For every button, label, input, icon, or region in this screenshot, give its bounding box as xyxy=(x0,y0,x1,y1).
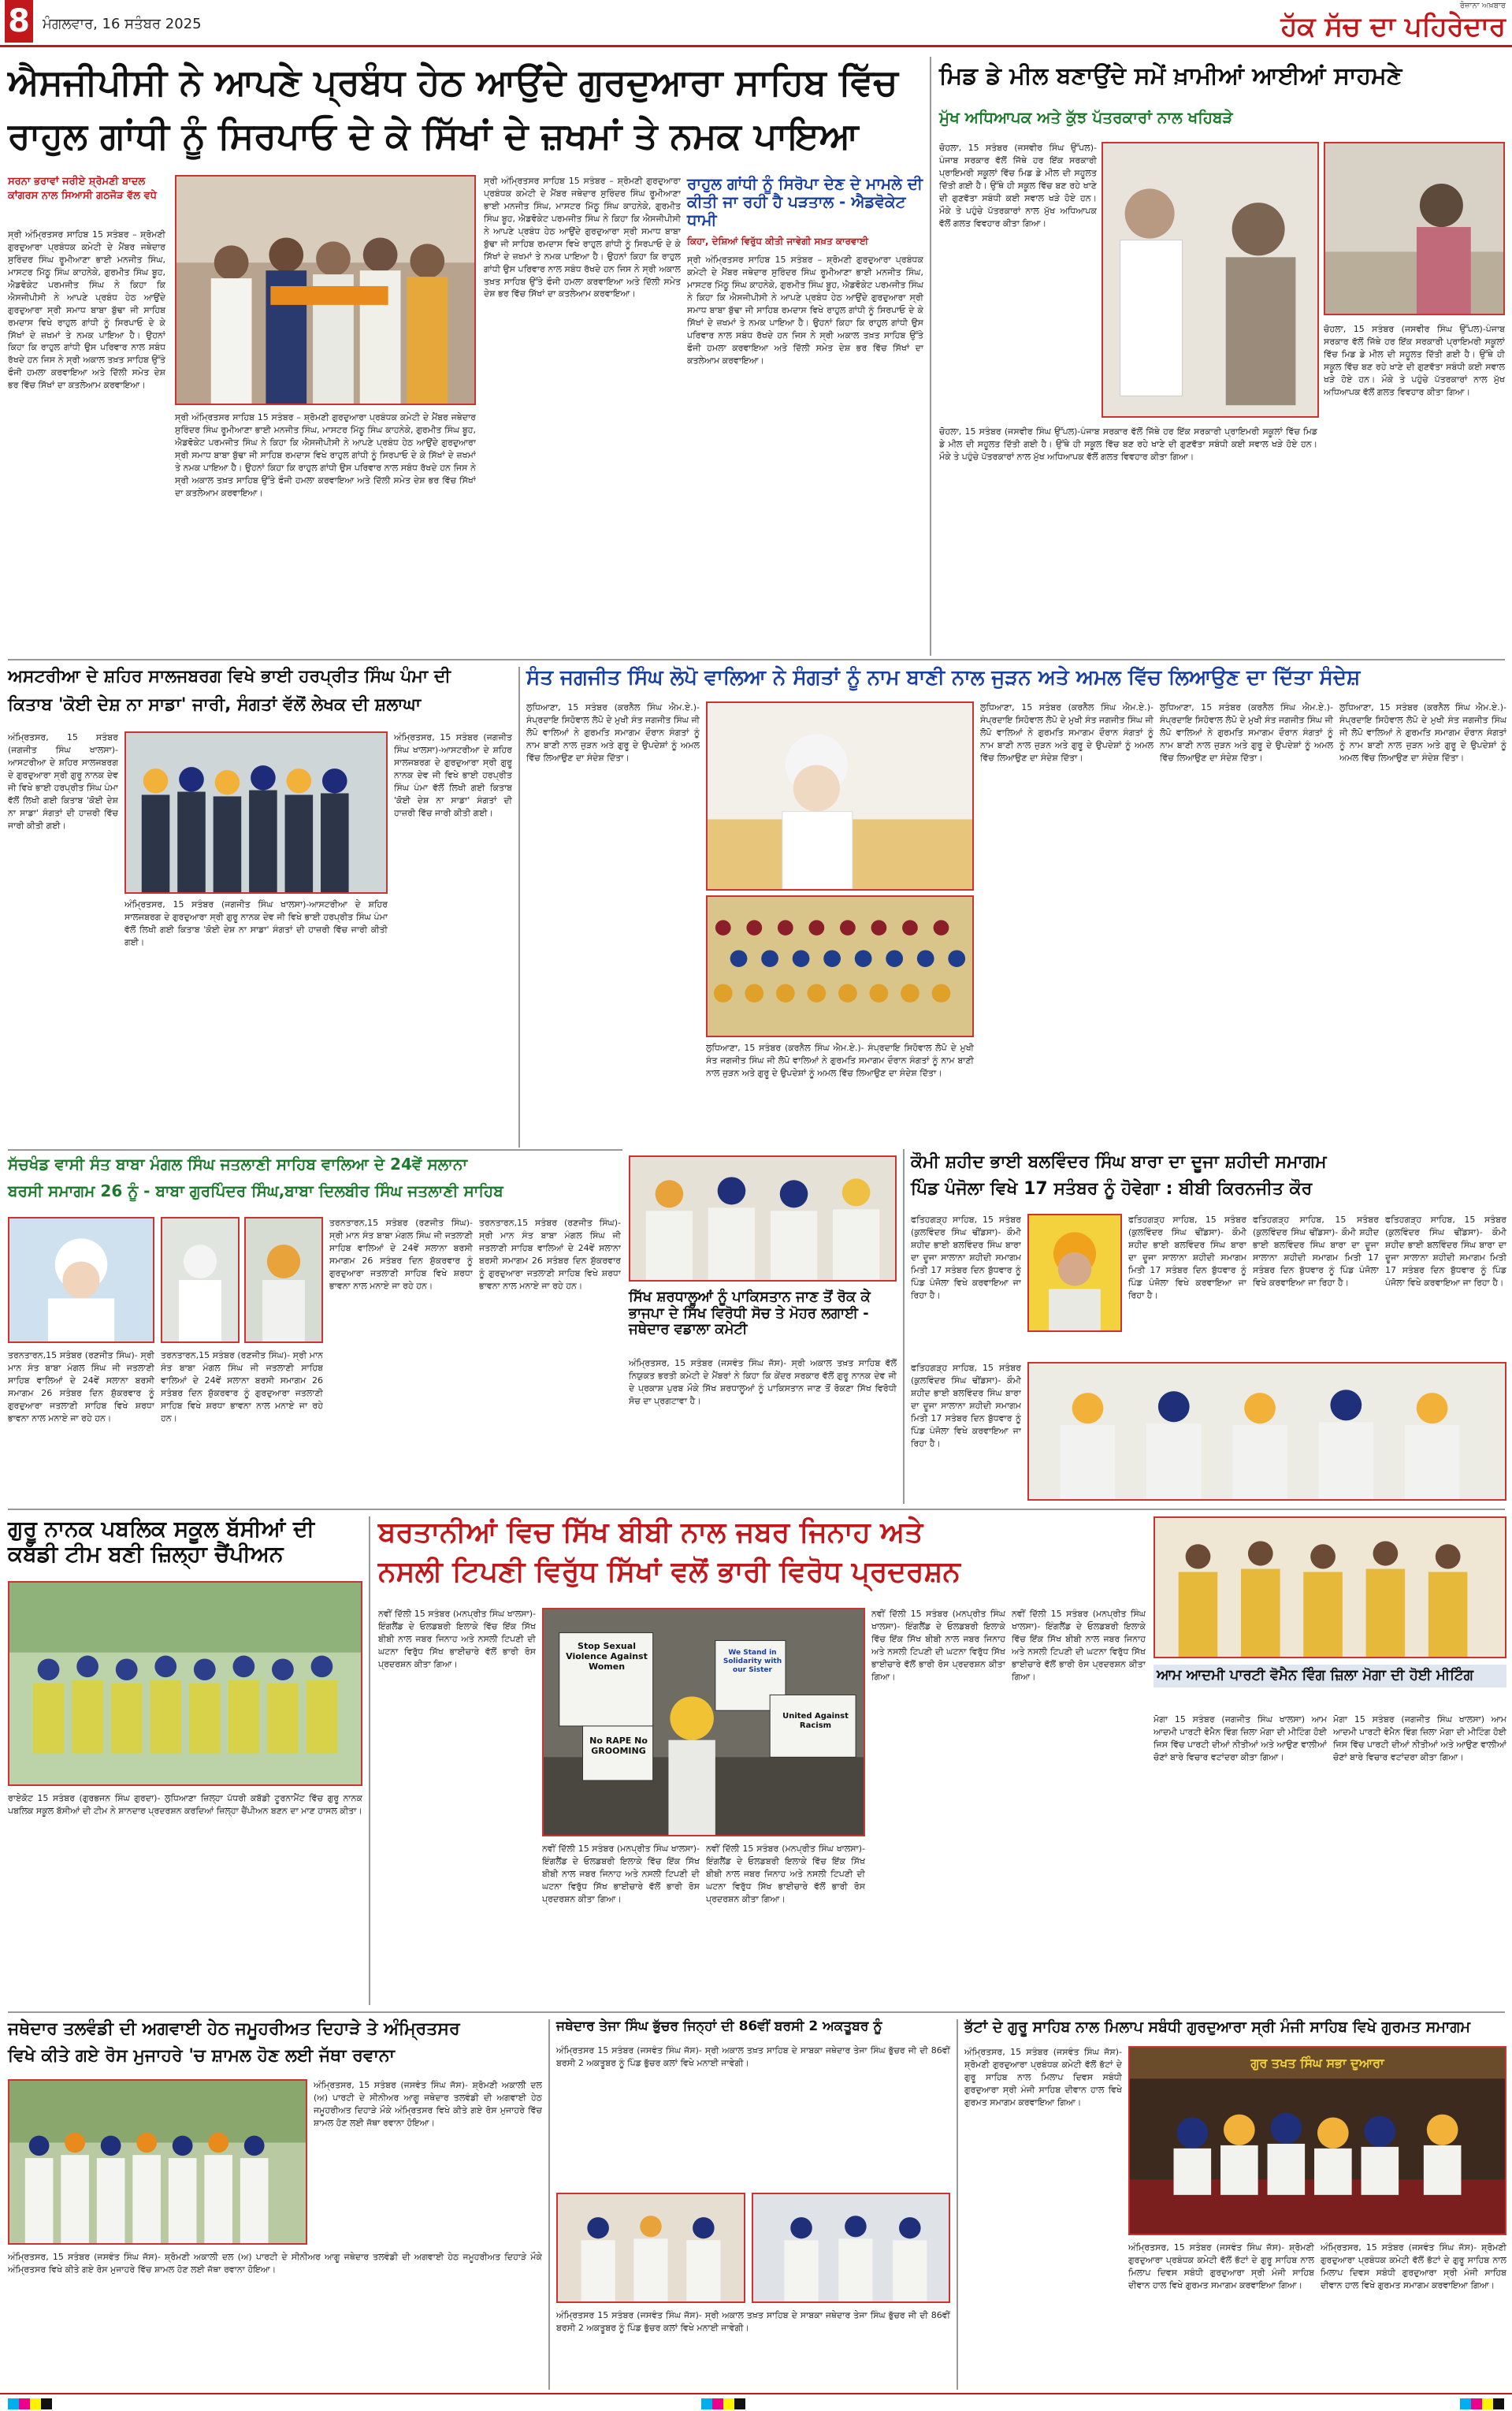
sgpc-sub-byline: ਕਿਹਾ, ਦੇਸ਼ਿਆਂ ਵਿਰੁੱਧ ਕੀਤੀ ਜਾਵੇਗੀ ਸਖ਼ਤ ਕਾਰਵਾਈ xyxy=(687,236,869,247)
placard-1: Stop Sexual Violence Against Women xyxy=(566,1641,648,1672)
manji-headline: ਭੱਟਾਂ ਦੇ ਗੁਰੂ ਸਾਹਿਬ ਨਾਲ ਮਿਲਾਪ ਸਬੰਧੀ ਗੁਰਦੁਆਰਾ ਸ੍ਰੀ ਮੰਜੀ ਸਾਹਿਬ ਵਿਖੇ ਗੁਰਮਤ ਸਮਾਗਮ xyxy=(964,2018,1471,2036)
cmyk-strip-right xyxy=(1460,2398,1504,2411)
bhuchar-body-col2: ਅੰਮ੍ਰਿਤਸਰ 15 ਸਤੰਬਰ (ਜਸਵੰਤ ਸਿੰਘ ਜੱਸ)- ਸ੍ਰੀ ਅਕਾਲ ਤਖ਼ਤ ਸਾਹਿਬ ਦੇ ਸਾਬਕਾ ਜਥੇਦਾਰ ਤੇਜਾ ਸਿੰਘ ਭੁੱਚਰ ਜੀ ਦੀ 86ਵੀਂ ਬਰਸੀ 2 ਅਕਤੂਬਰ ਨੂੰ ਪਿੰਡ ਭੁੱਚਰ ਕਲਾਂ ਵਿਖੇ ਮਨਾਈ ਜਾਵੇਗੀ। xyxy=(556,2310,950,2333)
pakistan-photo xyxy=(629,1155,897,1282)
book-body-col1: ਅੰਮ੍ਰਿਤਸਰ, 15 ਸਤੰਬਰ (ਜਗਜੀਤ ਸਿੰਘ ਖਾਲਸਾ)-ਆਸਟਰੀਆ ਦੇ ਸ਼ਹਿਰ ਸਾਲਜਬਰਗ ਦੇ ਗੁਰਦੁਆਰਾ ਸ੍ਰੀ ਗੁਰੂ ਨਾਨਕ ਦੇਵ ਜੀ ਵਿਖੇ ਭਾਈ ਹਰਪ੍ਰੀਤ ਸਿੰਘ ਪੰਮਾ ਵੱਲੋਂ ਲਿਖੀ ਗਈ ਕਿਤਾਬ 'ਕੋਈ ਦੇਸ਼ ਨਾ ਸਾਡਾ' ਸੰਗਤਾਂ ਦੀ ਹਾਜ਼ਰੀ ਵਿੱਚ ਜਾਰੀ ਕੀਤੀ ਗਈ। xyxy=(8,732,118,831)
placard-2: No RAPE No GROOMING xyxy=(589,1736,648,1757)
britain-body-col1: ਨਵੀਂ ਦਿੱਲੀ 15 ਸਤੰਬਰ (ਮਨਪ੍ਰੀਤ ਸਿੰਘ ਖਾਲਸਾ)- ਇੰਗਲੈਂਡ ਦੇ ਓਲਡਬਰੀ ਇਲਾਕੇ ਵਿੱਚ ਇੱਕ ਸਿੱਖ ਬੀਬੀ ਨਾਲ ਜਬਰ ਜਿਨਾਹ ਅਤੇ ਨਸਲੀ ਟਿਪਣੀ ਦੀ ਘਟਨਾ ਵਿਰੁੱਧ ਸਿੱਖ ਭਾਈਚਾਰੇ ਵੱਲੋਂ ਭਾਰੀ ਰੋਸ ਪ੍ਰਦਰਸ਼ਨ ਕੀਤਾ ਗਿਆ। xyxy=(378,1609,536,1669)
pakistan-body: ਅੰਮ੍ਰਿਤਸਰ, 15 ਸਤੰਬਰ (ਜਸਵੰਤ ਸਿੰਘ ਜੱਸ)- ਸ੍ਰੀ ਅਕਾਲ ਤਖ਼ਤ ਸਾਹਿਬ ਵੱਲੋਂ ਨਿਯੁਕਤ ਭਰਤੀ ਕਮੇਟੀ ਦੇ ਮੈਂਬਰਾਂ ਨੇ ਕਿਹਾ ਕਿ ਕੇਂਦਰ ਸਰਕਾਰ ਵੱਲੋਂ ਗੁਰੂ ਨਾਨਕ ਦੇਵ ਜੀ ਦੇ ਪ੍ਰਕਾਸ਼ ਪੁਰਬ ਮੌਕੇ ਸਿੱਖ ਸ਼ਰਧਾਲੂਆਂ ਨੂੰ ਪਾਕਿਸਤਾਨ ਜਾਣ ਤੋਂ ਰੋਕਣਾ ਸਿੱਖ ਵਿਰੋਧੀ ਸੋਚ ਦਾ ਪ੍ਰਗਟਾਵਾ ਹੈ। xyxy=(629,1358,897,1406)
lope-body-col5: ਲੁਧਿਆਣਾ, 15 ਸਤੰਬਰ (ਕਰਨੈਲ ਸਿੰਘ ਐਮ.ਏ.)- ਸੰਪ੍ਰਦਾਇ ਸਿਹੋਵਾਲ ਲੋਪੋ ਦੇ ਮੁਖੀ ਸੰਤ ਜਗਜੀਤ ਸਿੰਘ ਜੀ ਲੋਪੋ ਵਾਲਿਆਂ ਨੇ ਗੁਰਮਤਿ ਸਮਾਗਮ ਦੌਰਾਨ ਸੰਗਤਾਂ ਨੂੰ ਨਾਮ ਬਾਣੀ ਨਾਲ ਜੁੜਨ ਅਤੇ ਗੁਰੂ ਦੇ ਉਪਦੇਸ਼ਾਂ ਨੂੰ ਅਮਲ ਵਿੱਚ ਲਿਆਉਣ ਦਾ ਸੰਦੇਸ਼ ਦਿੱਤਾ। xyxy=(706,1043,974,1078)
issue-date: ਮੰਗਲਵਾਰ, 16 ਸਤੰਬਰ 2025 xyxy=(43,16,202,32)
barsi-body-col4: ਤਰਨਤਾਰਨ,15 ਸਤੰਬਰ (ਰਣਜੀਤ ਸਿੰਘ)- ਸ੍ਰੀ ਮਾਨ ਸੰਤ ਬਾਬਾ ਮੰਗਲ ਸਿੰਘ ਜੀ ਜਤਲਾਣੀ ਸਾਹਿਬ ਵਾਲਿਆਂ ਦੇ 24ਵੇਂ ਸਲਾਨਾ ਬਰਸੀ ਸਮਾਗਮ 26 ਸਤੰਬਰ ਦਿਨ ਸ਼ੁੱਕਰਵਾਰ ਨੂੰ ਗੁਰਦੁਆਰਾ ਜਤਲਾਣੀ ਸਾਹਿਬ ਵਿਖੇ ਸ਼ਰਧਾ ਭਾਵਨਾ ਨਾਲ ਮਨਾਏ ਜਾ ਰਹੇ ਹਨ। xyxy=(479,1218,621,1291)
bara-photo xyxy=(1027,1362,1506,1501)
kabaddi-headline: ਗੁਰੂ ਨਾਨਕ ਪਬਲਿਕ ਸਕੂਲ ਬੱਸੀਆਂ ਦੀ ਕਬੱਡੀ ਟੀਮ ਬਣੀ ਜ਼ਿਲ੍ਹਾ ਚੈਂਪੀਅਨ xyxy=(8,1516,314,1568)
sgpc-body-col1: ਸ੍ਰੀ ਅੰਮ੍ਰਿਤਸਰ ਸਾਹਿਬ 15 ਸਤੰਬਰ – ਸ਼੍ਰੋਮਣੀ ਗੁਰਦੁਆਰਾ ਪ੍ਰਬੰਧਕ ਕਮੇਟੀ ਦੇ ਮੈਂਬਰ ਜਥੇਦਾਰ ਸੁਰਿੰਦਰ ਸਿੰਘ ਰੂਮੀਆਣਾ ਭਾਈ ਮਨਜੀਤ ਸਿੰਘ, ਮਾਸਟਰ ਮਿੱਠੂ ਸਿੰਘ ਕਾਹਨੇਕੇ, ਗੁਰਮੀਤ ਸਿੰਘ ਬੂਹ, ਐਡਵੋਕੇਟ ਪਰਮਜੀਤ ਸਿੰਘ ਨੇ ਕਿਹਾ ਕਿ ਐਸਜੀਪੀਸੀ ਨੇ ਆਪਣੇ ਪ੍ਰਬੰਧ ਹੇਠ ਆਉਂਦੇ ਗੁਰਦੁਆਰਾ ਸ੍ਰੀ ਸਮਾਧ ਬਾਬਾ ਬੁੱਢਾ ਜੀ ਸਾਹਿਬ ਰਮਦਾਸ ਵਿਖੇ ਰਾਹੁਲ ਗਾਂਧੀ ਨੂੰ ਸਿਰਪਾਓ ਦੇ ਕੇ ਸਿੱਖਾਂ ਦੇ ਜ਼ਖਮਾਂ ਤੇ ਨਮਕ ਪਾਇਆ ਹੈ। ਉਹਨਾਂ ਕਿਹਾ ਕਿ ਰਾਹੁਲ ਗਾਂਧੀ ਉਸ ਪਰਿਵਾਰ ਨਾਲ ਸਬੰਧ ਰੱਖਦੇ ਹਨ ਜਿਸ ਨੇ ਸ੍ਰੀ ਅਕਾਲ ਤਖ਼ਤ ਸਾਹਿਬ ਉੱਤੇ ਫੌਜੀ ਹਮਲਾ ਕਰਵਾਇਆ ਅਤੇ ਦਿੱਲੀ ਸਮੇਤ ਦੇਸ਼ ਭਰ ਵਿੱਚ ਸਿੱਖਾਂ ਦਾ ਕਤਲੇਆਮ ਕਰਵਾਇਆ। xyxy=(8,229,165,391)
divider xyxy=(548,2019,550,2390)
paper-tagline: ਹੱਕ ਸੱਚ ਦਾ ਪਹਿਰੇਦਾਰ xyxy=(1280,11,1506,43)
lope-crowd-photo xyxy=(706,895,974,1037)
lope-body-col4: ਲੁਧਿਆਣਾ, 15 ਸਤੰਬਰ (ਕਰਨੈਲ ਸਿੰਘ ਐਮ.ਏ.)- ਸੰਪ੍ਰਦਾਇ ਸਿਹੋਵਾਲ ਲੋਪੋ ਦੇ ਮੁਖੀ ਸੰਤ ਜਗਜੀਤ ਸਿੰਘ ਜੀ ਲੋਪੋ ਵਾਲਿਆਂ ਨੇ ਗੁਰਮਤਿ ਸਮਾਗਮ ਦੌਰਾਨ ਸੰਗਤਾਂ ਨੂੰ ਨਾਮ ਬਾਣੀ ਨਾਲ ਜੁੜਨ ਅਤੇ ਗੁਰੂ ਦੇ ਉਪਦੇਸ਼ਾਂ ਨੂੰ ਅਮਲ ਵਿੱਚ ਲਿਆਉਣ ਦਾ ਸੰਦੇਸ਼ ਦਿੱਤਾ। xyxy=(1339,702,1506,763)
britain-headline-2: ਨਸਲੀ ਟਿਪਣੀ ਵਿਰੁੱਧ ਸਿੱਖਾਂ ਵਲੋਂ ਭਾਰੀ ਵਿਰੋਧ ਪ੍ਰਦਰਸ਼ਨ xyxy=(378,1556,960,1588)
book-headline-2: ਕਿਤਾਬ 'ਕੋਈ ਦੇਸ਼ ਨਾ ਸਾਡਾ' ਜਾਰੀ, ਸੰਗਤਾਂ ਵੱਲੋਂ ਲੇਖਕ ਦੀ ਸ਼ਲਾਘਾ xyxy=(8,695,422,715)
bara-portrait xyxy=(1027,1214,1122,1332)
barsi-body-col3: ਤਰਨਤਾਰਨ,15 ਸਤੰਬਰ (ਰਣਜੀਤ ਸਿੰਘ)- ਸ੍ਰੀ ਮਾਨ ਸੰਤ ਬਾਬਾ ਮੰਗਲ ਸਿੰਘ ਜੀ ਜਤਲਾਣੀ ਸਾਹਿਬ ਵਾਲਿਆਂ ਦੇ 24ਵੇਂ ਸਲਾਨਾ ਬਰਸੀ ਸਮਾਗਮ 26 ਸਤੰਬਰ ਦਿਨ ਸ਼ੁੱਕਰਵਾਰ ਨੂੰ ਗੁਰਦੁਆਰਾ ਜਤਲਾਣੀ ਸਾਹਿਬ ਵਿਖੇ ਸ਼ਰਧਾ ਭਾਵਨਾ ਨਾਲ ਮਨਾਏ ਜਾ ਰਹੇ ਹਨ। xyxy=(329,1218,473,1291)
aap-body-col2: ਮੋਗਾ 15 ਸਤੰਬਰ (ਜਗਜੀਤ ਸਿੰਘ ਖਾਲਸਾ) ਆਮ ਆਦਮੀ ਪਾਰਟੀ ਵੋਮੈਨ ਵਿੰਗ ਜ਼ਿਲਾ ਮੋਗਾ ਦੀ ਮੀਟਿੰਗ ਹੋਈ ਜਿਸ ਵਿੱਚ ਪਾਰਟੀ ਦੀਆਂ ਨੀਤੀਆਂ ਅਤੇ ਆਉਣ ਵਾਲੀਆਂ ਚੋਣਾਂ ਬਾਰੇ ਵਿਚਾਰ ਵਟਾਂਦਰਾ ਕੀਤਾ ਗਿਆ। xyxy=(1333,1714,1506,1762)
bara-headline-2: ਪਿੰਡ ਪੰਜੋਲਾ ਵਿਖੇ 17 ਸਤੰਬਰ ਨੂੰ ਹੋਵੇਗਾ : ਬੀਬੀ ਕਿਰਨਜੀਤ ਕੌਰ xyxy=(911,1179,1313,1199)
book-body-col3: ਅੰਮ੍ਰਿਤਸਰ, 15 ਸਤੰਬਰ (ਜਗਜੀਤ ਸਿੰਘ ਖਾਲਸਾ)-ਆਸਟਰੀਆ ਦੇ ਸ਼ਹਿਰ ਸਾਲਜਬਰਗ ਦੇ ਗੁਰਦੁਆਰਾ ਸ੍ਰੀ ਗੁਰੂ ਨਾਨਕ ਦੇਵ ਜੀ ਵਿਖੇ ਭਾਈ ਹਰਪ੍ਰੀਤ ਸਿੰਘ ਪੰਮਾ ਵੱਲੋਂ ਲਿਖੀ ਗਈ ਕਿਤਾਬ 'ਕੋਈ ਦੇਸ਼ ਨਾ ਸਾਡਾ' ਸੰਗਤਾਂ ਦੀ ਹਾਜ਼ਰੀ ਵਿੱਚ ਜਾਰੀ ਕੀਤੀ ਗਈ। xyxy=(124,899,388,947)
bara-body-col5: ਫਤਿਹਗੜ੍ਹ ਸਾਹਿਬ, 15 ਸਤੰਬਰ (ਕੁਲਵਿੰਦਰ ਸਿੰਘ ਢੀਂਡਸਾ)- ਕੌਮੀ ਸ਼ਹੀਦ ਭਾਈ ਬਲਵਿੰਦਰ ਸਿੰਘ ਬਾਰਾ ਦਾ ਦੂਜਾ ਸਾਲਾਨਾ ਸ਼ਹੀਦੀ ਸਮਾਗਮ ਮਿਤੀ 17 ਸਤੰਬਰ ਦਿਨ ਬੁੱਧਵਾਰ ਨੂੰ ਪਿੰਡ ਪੰਜੋਲਾ ਵਿਖੇ ਕਰਵਾਇਆ ਜਾ ਰਿਹਾ ਹੈ। xyxy=(911,1363,1021,1449)
cmyk-strip-center xyxy=(701,2398,745,2411)
kabaddi-photo xyxy=(8,1581,362,1786)
bara-body-col4: ਫਤਿਹਗੜ੍ਹ ਸਾਹਿਬ, 15 ਸਤੰਬਰ (ਕੁਲਵਿੰਦਰ ਸਿੰਘ ਢੀਂਡਸਾ)- ਕੌਮੀ ਸ਼ਹੀਦ ਭਾਈ ਬਲਵਿੰਦਰ ਸਿੰਘ ਬਾਰਾ ਦਾ ਦੂਜਾ ਸਾਲਾਨਾ ਸ਼ਹੀਦੀ ਸਮਾਗਮ ਮਿਤੀ 17 ਸਤੰਬਰ ਦਿਨ ਬੁੱਧਵਾਰ ਨੂੰ ਪਿੰਡ ਪੰਜੋਲਾ ਵਿਖੇ ਕਰਵਾਇਆ ਜਾ ਰਿਹਾ ਹੈ। xyxy=(1385,1215,1506,1288)
britain-body-col2: ਨਵੀਂ ਦਿੱਲੀ 15 ਸਤੰਬਰ (ਮਨਪ੍ਰੀਤ ਸਿੰਘ ਖਾਲਸਾ)- ਇੰਗਲੈਂਡ ਦੇ ਓਲਡਬਰੀ ਇਲਾਕੇ ਵਿੱਚ ਇੱਕ ਸਿੱਖ ਬੀਬੀ ਨਾਲ ਜਬਰ ਜਿਨਾਹ ਅਤੇ ਨਸਲੀ ਟਿਪਣੀ ਦੀ ਘਟਨਾ ਵਿਰੁੱਧ ਸਿੱਖ ਭਾਈਚਾਰੇ ਵੱਲੋਂ ਭਾਰੀ ਰੋਸ ਪ੍ਰਦਰਸ਼ਨ ਕੀਤਾ ਗਿਆ। xyxy=(542,1844,700,1904)
bara-body-col3: ਫਤਿਹਗੜ੍ਹ ਸਾਹਿਬ, 15 ਸਤੰਬਰ (ਕੁਲਵਿੰਦਰ ਸਿੰਘ ਢੀਂਡਸਾ)- ਕੌਮੀ ਸ਼ਹੀਦ ਭਾਈ ਬਲਵਿੰਦਰ ਸਿੰਘ ਬਾਰਾ ਦਾ ਦੂਜਾ ਸਾਲਾਨਾ ਸ਼ਹੀਦੀ ਸਮਾਗਮ ਮਿਤੀ 17 ਸਤੰਬਰ ਦਿਨ ਬੁੱਧਵਾਰ ਨੂੰ ਪਿੰਡ ਪੰਜੋਲਾ ਵਿਖੇ ਕਰਵਾਇਆ ਜਾ ਰਿਹਾ ਹੈ। xyxy=(1253,1215,1379,1288)
placard-4: United Against Racism xyxy=(782,1712,849,1730)
divider xyxy=(518,667,520,1148)
britain-body-col5: ਨਵੀਂ ਦਿੱਲੀ 15 ਸਤੰਬਰ (ਮਨਪ੍ਰੀਤ ਸਿੰਘ ਖਾਲਸਾ)- ਇੰਗਲੈਂਡ ਦੇ ਓਲਡਬਰੀ ਇਲਾਕੇ ਵਿੱਚ ਇੱਕ ਸਿੱਖ ਬੀਬੀ ਨਾਲ ਜਬਰ ਜਿਨਾਹ ਅਤੇ ਨਸਲੀ ਟਿਪਣੀ ਦੀ ਘਟਨਾ ਵਿਰੁੱਧ ਸਿੱਖ ਭਾਈਚਾਰੇ ਵੱਲੋਂ ਭਾਰੀ ਰੋਸ ਪ੍ਰਦਰਸ਼ਨ ਕੀਤਾ ਗਿਆ। xyxy=(1012,1609,1146,1682)
manji-body-col1: ਅੰਮ੍ਰਿਤਸਰ, 15 ਸਤੰਬਰ (ਜਸਵੰਤ ਸਿੰਘ ਜੱਸ)- ਸ਼੍ਰੋਮਣੀ ਗੁਰਦੁਆਰਾ ਪ੍ਰਬੰਧਕ ਕਮੇਟੀ ਵੱਲੋਂ ਭੱਟਾਂ ਦੇ ਗੁਰੂ ਸਾਹਿਬ ਨਾਲ ਮਿਲਾਪ ਦਿਵਸ ਸਬੰਧੀ ਗੁਰਦੁਆਰਾ ਸ੍ਰੀ ਮੰਜੀ ਸਾਹਿਬ ਦੀਵਾਨ ਹਾਲ ਵਿਖੇ ਗੁਰਮਤ ਸਮਾਗਮ ਕਰਵਾਇਆ ਗਿਆ। xyxy=(964,2047,1122,2108)
manji-body-col3: ਅੰਮ੍ਰਿਤਸਰ, 15 ਸਤੰਬਰ (ਜਸਵੰਤ ਸਿੰਘ ਜੱਸ)- ਸ਼੍ਰੋਮਣੀ ਗੁਰਦੁਆਰਾ ਪ੍ਰਬੰਧਕ ਕਮੇਟੀ ਵੱਲੋਂ ਭੱਟਾਂ ਦੇ ਗੁਰੂ ਸਾਹਿਬ ਨਾਲ ਮਿਲਾਪ ਦਿਵਸ ਸਬੰਧੀ ਗੁਰਦੁਆਰਾ ਸ੍ਰੀ ਮੰਜੀ ਸਾਹਿਬ ਦੀਵਾਨ ਹਾਲ ਵਿਖੇ ਗੁਰਮਤ ਸਮਾਗਮ ਕਰਵਾਇਆ ਗਿਆ। xyxy=(1321,2242,1506,2290)
sgpc-body-col3: ਸ੍ਰੀ ਅੰਮ੍ਰਿਤਸਰ ਸਾਹਿਬ 15 ਸਤੰਬਰ – ਸ਼੍ਰੋਮਣੀ ਗੁਰਦੁਆਰਾ ਪ੍ਰਬੰਧਕ ਕਮੇਟੀ ਦੇ ਮੈਂਬਰ ਜਥੇਦਾਰ ਸੁਰਿੰਦਰ ਸਿੰਘ ਰੂਮੀਆਣਾ ਭਾਈ ਮਨਜੀਤ ਸਿੰਘ, ਮਾਸਟਰ ਮਿੱਠੂ ਸਿੰਘ ਕਾਹਨੇਕੇ, ਗੁਰਮੀਤ ਸਿੰਘ ਬੂਹ, ਐਡਵੋਕੇਟ ਪਰਮਜੀਤ ਸਿੰਘ ਨੇ ਕਿਹਾ ਕਿ ਐਸਜੀਪੀਸੀ ਨੇ ਆਪਣੇ ਪ੍ਰਬੰਧ ਹੇਠ ਆਉਂਦੇ ਗੁਰਦੁਆਰਾ ਸ੍ਰੀ ਸਮਾਧ ਬਾਬਾ ਬੁੱਢਾ ਜੀ ਸਾਹਿਬ ਰਮਦਾਸ ਵਿਖੇ ਰਾਹੁਲ ਗਾਂਧੀ ਨੂੰ ਸਿਰਪਾਓ ਦੇ ਕੇ ਸਿੱਖਾਂ ਦੇ ਜ਼ਖਮਾਂ ਤੇ ਨਮਕ ਪਾਇਆ ਹੈ। ਉਹਨਾਂ ਕਿਹਾ ਕਿ ਰਾਹੁਲ ਗਾਂਧੀ ਉਸ ਪਰਿਵਾਰ ਨਾਲ ਸਬੰਧ ਰੱਖਦੇ ਹਨ ਜਿਸ ਨੇ ਸ੍ਰੀ ਅਕਾਲ ਤਖ਼ਤ ਸਾਹਿਬ ਉੱਤੇ ਫੌਜੀ ਹਮਲਾ ਕਰਵਾਇਆ ਅਤੇ ਦਿੱਲੀ ਸਮੇਤ ਦੇਸ਼ ਭਰ ਵਿੱਚ ਸਿੱਖਾਂ ਦਾ ਕਤਲੇਆਮ ਕਰਵਾਇਆ। xyxy=(484,176,681,300)
sgpc-sub-body: ਸ੍ਰੀ ਅੰਮ੍ਰਿਤਸਰ ਸਾਹਿਬ 15 ਸਤੰਬਰ – ਸ਼੍ਰੋਮਣੀ ਗੁਰਦੁਆਰਾ ਪ੍ਰਬੰਧਕ ਕਮੇਟੀ ਦੇ ਮੈਂਬਰ ਜਥੇਦਾਰ ਸੁਰਿੰਦਰ ਸਿੰਘ ਰੂਮੀਆਣਾ ਭਾਈ ਮਨਜੀਤ ਸਿੰਘ, ਮਾਸਟਰ ਮਿੱਠੂ ਸਿੰਘ ਕਾਹਨੇਕੇ, ਗੁਰਮੀਤ ਸਿੰਘ ਬੂਹ, ਐਡਵੋਕੇਟ ਪਰਮਜੀਤ ਸਿੰਘ ਨੇ ਕਿਹਾ ਕਿ ਐਸਜੀਪੀਸੀ ਨੇ ਆਪਣੇ ਪ੍ਰਬੰਧ ਹੇਠ ਆਉਂਦੇ ਗੁਰਦੁਆਰਾ ਸ੍ਰੀ ਸਮਾਧ ਬਾਬਾ ਬੁੱਢਾ ਜੀ ਸਾਹਿਬ ਰਮਦਾਸ ਵਿਖੇ ਰਾਹੁਲ ਗਾਂਧੀ ਨੂੰ ਸਿਰਪਾਓ ਦੇ ਕੇ ਸਿੱਖਾਂ ਦੇ ਜ਼ਖਮਾਂ ਤੇ ਨਮਕ ਪਾਇਆ ਹੈ। ਉਹਨਾਂ ਕਿਹਾ ਕਿ ਰਾਹੁਲ ਗਾਂਧੀ ਉਸ ਪਰਿਵਾਰ ਨਾਲ ਸਬੰਧ ਰੱਖਦੇ ਹਨ ਜਿਸ ਨੇ ਸ੍ਰੀ ਅਕਾਲ ਤਖ਼ਤ ਸਾਹਿਬ ਉੱਤੇ ਫੌਜੀ ਹਮਲਾ ਕਰਵਾਇਆ ਅਤੇ ਦਿੱਲੀ ਸਮੇਤ ਦੇਸ਼ ਭਰ ਵਿੱਚ ਸਿੱਖਾਂ ਦਾ ਕਤਲੇਆਮ ਕਰਵਾਇਆ। xyxy=(687,255,923,366)
lope-body-col1: ਲੁਧਿਆਣਾ, 15 ਸਤੰਬਰ (ਕਰਨੈਲ ਸਿੰਘ ਐਮ.ਏ.)- ਸੰਪ੍ਰਦਾਇ ਸਿਹੋਵਾਲ ਲੋਪੋ ਦੇ ਮੁਖੀ ਸੰਤ ਜਗਜੀਤ ਸਿੰਘ ਜੀ ਲੋਪੋ ਵਾਲਿਆਂ ਨੇ ਗੁਰਮਤਿ ਸਮਾਗਮ ਦੌਰਾਨ ਸੰਗਤਾਂ ਨੂੰ ਨਾਮ ਬਾਣੀ ਨਾਲ ਜੁੜਨ ਅਤੇ ਗੁਰੂ ਦੇ ਉਪਦੇਸ਼ਾਂ ਨੂੰ ਅਮਲ ਵਿੱਚ ਲਿਆਉਣ ਦਾ ਸੰਦੇਸ਼ ਦਿੱਤਾ। xyxy=(526,702,700,763)
mdm-headline: ਮਿਡ ਡੇ ਮੀਲ ਬਣਾਉਂਦੇ ਸਮੇਂ ਖ਼ਾਮੀਆਂ ਆਈਆਂ ਸਾਹਮਣੇ xyxy=(939,62,1402,90)
kabaddi-body: ਰਾਏਕੋਟ 15 ਸਤੰਬਰ (ਗੁਰਭਜਨ ਸਿੰਘ ਗੁਰਦਾ)- ਲੁਧਿਆਣਾ ਜ਼ਿਲ੍ਹਾ ਪੱਧਰੀ ਕਬੱਡੀ ਟੂਰਨਾਮੈਂਟ ਵਿੱਚ ਗੁਰੂ ਨਾਨਕ ਪਬਲਿਕ ਸਕੂਲ ਬੱਸੀਆਂ ਦੀ ਟੀਮ ਨੇ ਸ਼ਾਨਦਾਰ ਪ੍ਰਦਰਸ਼ਨ ਕਰਦਿਆਂ ਜ਼ਿਲ੍ਹਾ ਚੈਂਪੀਅਨ ਬਣਨ ਦਾ ਮਾਣ ਹਾਸਲ ਕੀਤਾ। xyxy=(8,1793,362,1816)
manji-photo xyxy=(1128,2046,1506,2235)
bhuchar-headline: ਜਥੇਦਾਰ ਤੇਜਾ ਸਿੰਘ ਭੁੱਚਰ ਜਿਨ੍ਹਾਂ ਦੀ 86ਵੀਂ ਬਰਸੀ 2 ਅਕਤੂਬਰ ਨੂੰ xyxy=(556,2018,882,2034)
mdm-photo-2 xyxy=(1324,142,1505,315)
mdm-body-col2: ਚੋਹਲਾ, 15 ਸਤੰਬਰ (ਜਸਵੀਰ ਸਿੰਘ ਉੱਪਲ)-ਪੰਜਾਬ ਸਰਕਾਰ ਵੱਲੋਂ ਜਿੱਥੇ ਹਰ ਇੱਕ ਸਰਕਾਰੀ ਪ੍ਰਾਇਮਰੀ ਸਕੂਲਾਂ ਵਿੱਚ ਮਿਡ ਡੇ ਮੀਲ ਦੀ ਸਹੂਲਤ ਦਿੱਤੀ ਗਈ ਹੈ। ਉੱਥੇ ਹੀ ਸਕੂਲ ਵਿੱਚ ਬਣ ਰਹੇ ਖਾਣੇ ਦੀ ਗੁਣਵੱਤਾ ਸਬੰਧੀ ਕਈ ਸਵਾਲ ਖੜੇ ਹੋਏ ਹਨ। ਮੌਕੇ ਤੇ ਪਹੁੰਚੇ ਪੱਤਰਕਾਰਾਂ ਨਾਲ ਮੁੱਖ ਅਧਿਆਪਕ ਵੱਲੋਂ ਗਲਤ ਵਿਵਹਾਰ ਕੀਤਾ ਗਿਆ। xyxy=(1324,324,1505,397)
bara-body-col1: ਫਤਿਹਗੜ੍ਹ ਸਾਹਿਬ, 15 ਸਤੰਬਰ (ਕੁਲਵਿੰਦਰ ਸਿੰਘ ਢੀਂਡਸਾ)- ਕੌਮੀ ਸ਼ਹੀਦ ਭਾਈ ਬਲਵਿੰਦਰ ਸਿੰਘ ਬਾਰਾ ਦਾ ਦੂਜਾ ਸਾਲਾਨਾ ਸ਼ਹੀਦੀ ਸਮਾਗਮ ਮਿਤੀ 17 ਸਤੰਬਰ ਦਿਨ ਬੁੱਧਵਾਰ ਨੂੰ ਪਿੰਡ ਪੰਜੋਲਾ ਵਿਖੇ ਕਰਵਾਇਆ ਜਾ ਰਿਹਾ ਹੈ। xyxy=(911,1215,1021,1300)
divider xyxy=(8,1149,622,1151)
mdm-body-col1: ਚੋਹਲਾ, 15 ਸਤੰਬਰ (ਜਸਵੀਰ ਸਿੰਘ ਉੱਪਲ)-ਪੰਜਾਬ ਸਰਕਾਰ ਵੱਲੋਂ ਜਿੱਥੇ ਹਰ ਇੱਕ ਸਰਕਾਰੀ ਪ੍ਰਾਇਮਰੀ ਸਕੂਲਾਂ ਵਿੱਚ ਮਿਡ ਡੇ ਮੀਲ ਦੀ ਸਹੂਲਤ ਦਿੱਤੀ ਗਈ ਹੈ। ਉੱਥੇ ਹੀ ਸਕੂਲ ਵਿੱਚ ਬਣ ਰਹੇ ਖਾਣੇ ਦੀ ਗੁਣਵੱਤਾ ਸਬੰਧੀ ਕਈ ਸਵਾਲ ਖੜੇ ਹੋਏ ਹਨ। ਮੌਕੇ ਤੇ ਪਹੁੰਚੇ ਪੱਤਰਕਾਰਾਂ ਨਾਲ ਮੁੱਖ ਅਧਿਆਪਕ ਵੱਲੋਂ ਗਲਤ ਵਿਵਹਾਰ ਕੀਤਾ ਗਿਆ। xyxy=(939,143,1097,229)
sgpc-body-col2: ਸ੍ਰੀ ਅੰਮ੍ਰਿਤਸਰ ਸਾਹਿਬ 15 ਸਤੰਬਰ – ਸ਼੍ਰੋਮਣੀ ਗੁਰਦੁਆਰਾ ਪ੍ਰਬੰਧਕ ਕਮੇਟੀ ਦੇ ਮੈਂਬਰ ਜਥੇਦਾਰ ਸੁਰਿੰਦਰ ਸਿੰਘ ਰੂਮੀਆਣਾ ਭਾਈ ਮਨਜੀਤ ਸਿੰਘ, ਮਾਸਟਰ ਮਿੱਠੂ ਸਿੰਘ ਕਾਹਨੇਕੇ, ਗੁਰਮੀਤ ਸਿੰਘ ਬੂਹ, ਐਡਵੋਕੇਟ ਪਰਮਜੀਤ ਸਿੰਘ ਨੇ ਕਿਹਾ ਕਿ ਐਸਜੀਪੀਸੀ ਨੇ ਆਪਣੇ ਪ੍ਰਬੰਧ ਹੇਠ ਆਉਂਦੇ ਗੁਰਦੁਆਰਾ ਸ੍ਰੀ ਸਮਾਧ ਬਾਬਾ ਬੁੱਢਾ ਜੀ ਸਾਹਿਬ ਰਮਦਾਸ ਵਿਖੇ ਰਾਹੁਲ ਗਾਂਧੀ ਨੂੰ ਸਿਰਪਾਓ ਦੇ ਕੇ ਸਿੱਖਾਂ ਦੇ ਜ਼ਖਮਾਂ ਤੇ ਨਮਕ ਪਾਇਆ ਹੈ। ਉਹਨਾਂ ਕਿਹਾ ਕਿ ਰਾਹੁਲ ਗਾਂਧੀ ਉਸ ਪਰਿਵਾਰ ਨਾਲ ਸਬੰਧ ਰੱਖਦੇ ਹਨ ਜਿਸ ਨੇ ਸ੍ਰੀ ਅਕਾਲ ਤਖ਼ਤ ਸਾਹਿਬ ਉੱਤੇ ਫੌਜੀ ਹਮਲਾ ਕਰਵਾਇਆ ਅਤੇ ਦਿੱਲੀ ਸਮੇਤ ਦੇਸ਼ ਭਰ ਵਿੱਚ ਸਿੱਖਾਂ ਦਾ ਕਤਲੇਆਮ ਕਰਵਾਇਆ। xyxy=(175,412,476,498)
sgpc-subbox xyxy=(687,175,923,646)
lope-headline: ਸੰਤ ਜਗਜੀਤ ਸਿੰਘ ਲੋਪੋ ਵਾਲਿਆ ਨੇ ਸੰਗਤਾਂ ਨੂੰ ਨਾਮ ਬਾਣੀ ਨਾਲ ਜੁੜਨ ਅਤੇ ਅਮਲ ਵਿੱਚ ਲਿਆਉਣ ਦਾ ਦਿੱਤਾ ਸੰਦੇਸ਼ xyxy=(526,666,1361,690)
mdm-sub: ਮੁੱਖ ਅਧਿਆਪਕ ਅਤੇ ਕੁੱਝ ਪੱਤਰਕਾਰਾਂ ਨਾਲ ਖਹਿਬੜੇ xyxy=(939,108,1233,127)
barsi-photo-3 xyxy=(244,1217,323,1343)
barsi-headline-1: ਸੱਚਖੰਡ ਵਾਸੀ ਸੰਤ ਬਾਬਾ ਮੰਗਲ ਸਿੰਘ ਜਤਲਾਣੀ ਸਾਹਿਬ ਵਾਲਿਆ ਦੇ 24ਵੇਂ ਸਲਾਨਾ xyxy=(8,1155,468,1174)
bhuchar-photo-2 xyxy=(752,2193,950,2303)
sgpc-byline xyxy=(8,175,165,203)
mdm-body-col3: ਚੋਹਲਾ, 15 ਸਤੰਬਰ (ਜਸਵੀਰ ਸਿੰਘ ਉੱਪਲ)-ਪੰਜਾਬ ਸਰਕਾਰ ਵੱਲੋਂ ਜਿੱਥੇ ਹਰ ਇੱਕ ਸਰਕਾਰੀ ਪ੍ਰਾਇਮਰੀ ਸਕੂਲਾਂ ਵਿੱਚ ਮਿਡ ਡੇ ਮੀਲ ਦੀ ਸਹੂਲਤ ਦਿੱਤੀ ਗਈ ਹੈ। ਉੱਥੇ ਹੀ ਸਕੂਲ ਵਿੱਚ ਬਣ ਰਹੇ ਖਾਣੇ ਦੀ ਗੁਣਵੱਤਾ ਸਬੰਧੀ ਕਈ ਸਵਾਲ ਖੜੇ ਹੋਏ ਹਨ। ਮੌਕੇ ਤੇ ਪਹੁੰਚੇ ਪੱਤਰਕਾਰਾਂ ਨਾਲ ਮੁੱਖ ਅਧਿਆਪਕ ਵੱਲੋਂ ਗਲਤ ਵਿਵਹਾਰ ਕੀਤਾ ਗਿਆ। xyxy=(939,426,1317,462)
talwandi-photo xyxy=(8,2079,307,2245)
britain-photo xyxy=(542,1608,865,1836)
lope-body-col2: ਲੁਧਿਆਣਾ, 15 ਸਤੰਬਰ (ਕਰਨੈਲ ਸਿੰਘ ਐਮ.ਏ.)- ਸੰਪ੍ਰਦਾਇ ਸਿਹੋਵਾਲ ਲੋਪੋ ਦੇ ਮੁਖੀ ਸੰਤ ਜਗਜੀਤ ਸਿੰਘ ਜੀ ਲੋਪੋ ਵਾਲਿਆਂ ਨੇ ਗੁਰਮਤਿ ਸਮਾਗਮ ਦੌਰਾਨ ਸੰਗਤਾਂ ਨੂੰ ਨਾਮ ਬਾਣੀ ਨਾਲ ਜੁੜਨ ਅਤੇ ਗੁਰੂ ਦੇ ਉਪਦੇਸ਼ਾਂ ਨੂੰ ਅਮਲ ਵਿੱਚ ਲਿਆਉਣ ਦਾ ਸੰਦੇਸ਼ ਦਿੱਤਾ। xyxy=(980,702,1154,763)
sgpc-sub-headline: ਰਾਹੁਲ ਗਾਂਧੀ ਨੂੰ ਸਿਰੋਪਾ ਦੇਣ ਦੇ ਮਾਮਲੇ ਦੀ ਕੀਤੀ ਜਾ ਰਹੀ ਹੈ ਪੜਤਾਲ - ਐਡਵੋਕੇਟ ਧਾਮੀ xyxy=(687,174,923,229)
cmyk-strip-left xyxy=(8,2398,52,2411)
mdm-photo xyxy=(1101,142,1319,418)
bhuchar-body-col1: ਅੰਮ੍ਰਿਤਸਰ 15 ਸਤੰਬਰ (ਜਸਵੰਤ ਸਿੰਘ ਜੱਸ)- ਸ੍ਰੀ ਅਕਾਲ ਤਖ਼ਤ ਸਾਹਿਬ ਦੇ ਸਾਬਕਾ ਜਥੇਦਾਰ ਤੇਜਾ ਸਿੰਘ ਭੁੱਚਰ ਜੀ ਦੀ 86ਵੀਂ ਬਰਸੀ 2 ਅਕਤੂਬਰ ਨੂੰ ਪਿੰਡ ਭੁੱਚਰ ਕਲਾਂ ਵਿਖੇ ਮਨਾਈ ਜਾਵੇਗੀ। xyxy=(556,2045,950,2068)
pakistan-headline: ਸਿੱਖ ਸ਼ਰਧਾਲੂਆਂ ਨੂੰ ਪਾਕਿਸਤਾਨ ਜਾਣ ਤੋਂ ਰੋਕ ਕੇ ਭਾਜਪਾ ਦੇ ਸਿੱਖ ਵਿਰੋਧੀ ਸੋਚ ਤੇ ਮੋਹਰ ਲਗਾਈ - ਜਥੇਦਾਰ ਵਡਾਲਾ ਕਮੇਟੀ xyxy=(629,1289,871,1338)
talwandi-headline-1: ਜਥੇਦਾਰ ਤਲਵੰਡੀ ਦੀ ਅਗਵਾਈ ਹੇਠ ਜਮੂਹਰੀਅਤ ਦਿਹਾੜੇ ਤੇ ਅੰਮ੍ਰਿਤਸਰ xyxy=(8,2019,460,2039)
bhuchar-photo-1 xyxy=(556,2193,745,2303)
divider xyxy=(8,1509,1505,1510)
print-register-bar xyxy=(0,2393,1512,2410)
divider xyxy=(930,57,931,656)
sgpc-headline-1: ਐਸਜੀਪੀਸੀ ਨੇ ਆਪਣੇ ਪ੍ਰਬੰਧ ਹੇਠ ਆਉਂਦੇ ਗੁਰਦੁਆਰਾ ਸਾਹਿਬ ਵਿੱਚ xyxy=(8,61,898,103)
sgpc-headline-2: ਰਾਹੁਲ ਗਾਂਧੀ ਨੂੰ ਸਿਰਪਾਓ ਦੇ ਕੇ ਸਿੱਖਾਂ ਦੇ ਜ਼ਖਮਾਂ ਤੇ ਨਮਕ ਪਾਇਆ xyxy=(8,114,859,157)
barsi-photo-1 xyxy=(8,1217,154,1343)
aap-photo xyxy=(1154,1516,1506,1658)
talwandi-headline-2: ਵਿਖੇ ਕੀਤੇ ਗਏ ਰੋਸ ਮੁਜਾਹਰੇ 'ਚ ਸ਼ਾਮਲ ਹੋਣ ਲਈ ਜੱਥਾ ਰਵਾਨਾ xyxy=(8,2046,395,2066)
placard-3: We Stand in Solidarity with our Sister xyxy=(723,1649,782,1674)
book-photo xyxy=(124,731,388,894)
paper-small: ਰੋਜ਼ਾਨਾ ਅਖ਼ਬਾਰ xyxy=(1459,2,1506,10)
britain-headline-1: ਬਰਤਾਨੀਆਂ ਵਿਚ ਸਿੱਖ ਬੀਬੀ ਨਾਲ ਜਬਰ ਜਿਨਾਹ ਅਤੇ xyxy=(378,1516,923,1549)
barsi-body-col1: ਤਰਨਤਾਰਨ,15 ਸਤੰਬਰ (ਰਣਜੀਤ ਸਿੰਘ)- ਸ੍ਰੀ ਮਾਨ ਸੰਤ ਬਾਬਾ ਮੰਗਲ ਸਿੰਘ ਜੀ ਜਤਲਾਣੀ ਸਾਹਿਬ ਵਾਲਿਆਂ ਦੇ 24ਵੇਂ ਸਲਾਨਾ ਬਰਸੀ ਸਮਾਗਮ 26 ਸਤੰਬਰ ਦਿਨ ਸ਼ੁੱਕਰਵਾਰ ਨੂੰ ਗੁਰਦੁਆਰਾ ਜਤਲਾਣੀ ਸਾਹਿਬ ਵਿਖੇ ਸ਼ਰਧਾ ਭਾਵਨਾ ਨਾਲ ਮਨਾਏ ਜਾ ਰਹੇ ਹਨ। xyxy=(8,1350,154,1423)
britain-body-col4: ਨਵੀਂ ਦਿੱਲੀ 15 ਸਤੰਬਰ (ਮਨਪ੍ਰੀਤ ਸਿੰਘ ਖਾਲਸਾ)- ਇੰਗਲੈਂਡ ਦੇ ਓਲਡਬਰੀ ਇਲਾਕੇ ਵਿੱਚ ਇੱਕ ਸਿੱਖ ਬੀਬੀ ਨਾਲ ਜਬਰ ਜਿਨਾਹ ਅਤੇ ਨਸਲੀ ਟਿਪਣੀ ਦੀ ਘਟਨਾ ਵਿਰੁੱਧ ਸਿੱਖ ਭਾਈਚਾਰੇ ਵੱਲੋਂ ਭਾਰੀ ਰੋਸ ਪ੍ਰਦਰਸ਼ਨ ਕੀਤਾ ਗਿਆ। xyxy=(871,1609,1005,1682)
divider xyxy=(8,2011,1505,2013)
divider xyxy=(8,659,1505,660)
aap-body-col1: ਮੋਗਾ 15 ਸਤੰਬਰ (ਜਗਜੀਤ ਸਿੰਘ ਖਾਲਸਾ) ਆਮ ਆਦਮੀ ਪਾਰਟੀ ਵੋਮੈਨ ਵਿੰਗ ਜ਼ਿਲਾ ਮੋਗਾ ਦੀ ਮੀਟਿੰਗ ਹੋਈ ਜਿਸ ਵਿੱਚ ਪਾਰਟੀ ਦੀਆਂ ਨੀਤੀਆਂ ਅਤੇ ਆਉਣ ਵਾਲੀਆਂ ਚੋਣਾਂ ਬਾਰੇ ਵਿਚਾਰ ਵਟਾਂਦਰਾ ਕੀਤਾ ਗਿਆ। xyxy=(1154,1714,1327,1762)
divider xyxy=(957,2019,958,2390)
bara-headline-1: ਕੌਮੀ ਸ਼ਹੀਦ ਭਾਈ ਬਲਵਿੰਦਰ ਸਿੰਘ ਬਾਰਾ ਦਾ ਦੂਜਾ ਸ਼ਹੀਦੀ ਸਮਾਗਮ xyxy=(911,1152,1327,1172)
manji-banner: ਗੁਰ ਤਖਤ ਸਿੰਘ ਸਭਾ ਦੁਆਰਾ xyxy=(1250,2056,1384,2071)
sgpc-photo xyxy=(175,175,476,405)
book-headline-1: ਅਸਟਰੀਆ ਦੇ ਸ਼ਹਿਰ ਸਾਲਜਬਰਗ ਵਿਖੇ ਭਾਈ ਹਰਪ੍ਰੀਤ ਸਿੰਘ ਪੰਮਾ ਦੀ xyxy=(8,667,451,686)
barsi-photo-2 xyxy=(161,1217,240,1343)
divider xyxy=(903,1149,905,1504)
talwandi-body-col2: ਅੰਮ੍ਰਿਤਸਰ, 15 ਸਤੰਬਰ (ਜਸਵੰਤ ਸਿੰਘ ਜੱਸ)- ਸ਼੍ਰੋਮਣੀ ਅਕਾਲੀ ਦਲ (ਅ) ਪਾਰਟੀ ਦੇ ਸੀਨੀਅਰ ਆਗੂ ਜਥੇਦਾਰ ਤਲਵੰਡੀ ਦੀ ਅਗਵਾਈ ਹੇਠ ਜਮੂਹਰੀਅਤ ਦਿਹਾੜੇ ਮੌਕੇ ਅੰਮ੍ਰਿਤਸਰ ਵਿਖੇ ਕੀਤੇ ਗਏ ਰੋਸ ਮੁਜਾਹਰੇ ਵਿੱਚ ਸ਼ਾਮਲ ਹੋਣ ਲਈ ਜੱਥਾ ਰਵਾਨਾ ਹੋਇਆ। xyxy=(8,2252,542,2275)
talwandi-body-col1: ਅੰਮ੍ਰਿਤਸਰ, 15 ਸਤੰਬਰ (ਜਸਵੰਤ ਸਿੰਘ ਜੱਸ)- ਸ਼੍ਰੋਮਣੀ ਅਕਾਲੀ ਦਲ (ਅ) ਪਾਰਟੀ ਦੇ ਸੀਨੀਅਰ ਆਗੂ ਜਥੇਦਾਰ ਤਲਵੰਡੀ ਦੀ ਅਗਵਾਈ ਹੇਠ ਜਮੂਹਰੀਅਤ ਦਿਹਾੜੇ ਮੌਕੇ ਅੰਮ੍ਰਿਤਸਰ ਵਿਖੇ ਕੀਤੇ ਗਏ ਰੋਸ ਮੁਜਾਹਰੇ ਵਿੱਚ ਸ਼ਾਮਲ ਹੋਣ ਲਈ ਜੱਥਾ ਰਵਾਨਾ ਹੋਇਆ। xyxy=(314,2080,542,2128)
masthead xyxy=(0,0,1512,47)
manji-body-col2: ਅੰਮ੍ਰਿਤਸਰ, 15 ਸਤੰਬਰ (ਜਸਵੰਤ ਸਿੰਘ ਜੱਸ)- ਸ਼੍ਰੋਮਣੀ ਗੁਰਦੁਆਰਾ ਪ੍ਰਬੰਧਕ ਕਮੇਟੀ ਵੱਲੋਂ ਭੱਟਾਂ ਦੇ ਗੁਰੂ ਸਾਹਿਬ ਨਾਲ ਮਿਲਾਪ ਦਿਵਸ ਸਬੰਧੀ ਗੁਰਦੁਆਰਾ ਸ੍ਰੀ ਮੰਜੀ ਸਾਹਿਬ ਦੀਵਾਨ ਹਾਲ ਵਿਖੇ ਗੁਰਮਤ ਸਮਾਗਮ ਕਰਵਾਇਆ ਗਿਆ। xyxy=(1128,2242,1314,2290)
page-number: 8 xyxy=(5,0,33,43)
sgpc-byline-text: ਸਰਨਾ ਭਰਾਵਾਂ ਜਰੀਏ ਸ਼੍ਰੋਮਣੀ ਬਾਦਲ ਕਾਂਗਰਸ ਨਾਲ ਸਿਆਸੀ ਗਠਜੋੜ ਵੱਲ ਵਧੇ xyxy=(8,176,157,202)
aap-headline: ਆਮ ਆਦਮੀ ਪਾਰਟੀ ਵੋਮੈਨ ਵਿੰਗ ਜ਼ਿਲਾ ਮੋਗਾ ਦੀ ਹੋਈ ਮੀਟਿੰਗ xyxy=(1154,1665,1506,1687)
britain-body-col3: ਨਵੀਂ ਦਿੱਲੀ 15 ਸਤੰਬਰ (ਮਨਪ੍ਰੀਤ ਸਿੰਘ ਖਾਲਸਾ)- ਇੰਗਲੈਂਡ ਦੇ ਓਲਡਬਰੀ ਇਲਾਕੇ ਵਿੱਚ ਇੱਕ ਸਿੱਖ ਬੀਬੀ ਨਾਲ ਜਬਰ ਜਿਨਾਹ ਅਤੇ ਨਸਲੀ ਟਿਪਣੀ ਦੀ ਘਟਨਾ ਵਿਰੁੱਧ ਸਿੱਖ ਭਾਈਚਾਰੇ ਵੱਲੋਂ ਭਾਰੀ ਰੋਸ ਪ੍ਰਦਰਸ਼ਨ ਕੀਤਾ ਗਿਆ। xyxy=(706,1844,865,1904)
lope-photo xyxy=(706,701,974,891)
barsi-headline-2: ਬਰਸੀ ਸਮਾਗਮ 26 ਨੂੰ - ਬਾਬਾ ਗੁਰਪਿੰਦਰ ਸਿੰਘ,ਬਾਬਾ ਦਿਲਬੀਰ ਸਿੰਘ ਜਤਲਾਣੀ ਸਾਹਿਬ xyxy=(8,1181,503,1200)
book-body-col2: ਅੰਮ੍ਰਿਤਸਰ, 15 ਸਤੰਬਰ (ਜਗਜੀਤ ਸਿੰਘ ਖਾਲਸਾ)-ਆਸਟਰੀਆ ਦੇ ਸ਼ਹਿਰ ਸਾਲਜਬਰਗ ਦੇ ਗੁਰਦੁਆਰਾ ਸ੍ਰੀ ਗੁਰੂ ਨਾਨਕ ਦੇਵ ਜੀ ਵਿਖੇ ਭਾਈ ਹਰਪ੍ਰੀਤ ਸਿੰਘ ਪੰਮਾ ਵੱਲੋਂ ਲਿਖੀ ਗਈ ਕਿਤਾਬ 'ਕੋਈ ਦੇਸ਼ ਨਾ ਸਾਡਾ' ਸੰਗਤਾਂ ਦੀ ਹਾਜ਼ਰੀ ਵਿੱਚ ਜਾਰੀ ਕੀਤੀ ਗਈ। xyxy=(394,732,512,818)
lope-body-col3: ਲੁਧਿਆਣਾ, 15 ਸਤੰਬਰ (ਕਰਨੈਲ ਸਿੰਘ ਐਮ.ਏ.)- ਸੰਪ੍ਰਦਾਇ ਸਿਹੋਵਾਲ ਲੋਪੋ ਦੇ ਮੁਖੀ ਸੰਤ ਜਗਜੀਤ ਸਿੰਘ ਜੀ ਲੋਪੋ ਵਾਲਿਆਂ ਨੇ ਗੁਰਮਤਿ ਸਮਾਗਮ ਦੌਰਾਨ ਸੰਗਤਾਂ ਨੂੰ ਨਾਮ ਬਾਣੀ ਨਾਲ ਜੁੜਨ ਅਤੇ ਗੁਰੂ ਦੇ ਉਪਦੇਸ਼ਾਂ ਨੂੰ ਅਮਲ ਵਿੱਚ ਲਿਆਉਣ ਦਾ ਸੰਦੇਸ਼ ਦਿੱਤਾ। xyxy=(1160,702,1333,763)
divider xyxy=(369,1516,370,2005)
bara-body-col2: ਫਤਿਹਗੜ੍ਹ ਸਾਹਿਬ, 15 ਸਤੰਬਰ (ਕੁਲਵਿੰਦਰ ਸਿੰਘ ਢੀਂਡਸਾ)- ਕੌਮੀ ਸ਼ਹੀਦ ਭਾਈ ਬਲਵਿੰਦਰ ਸਿੰਘ ਬਾਰਾ ਦਾ ਦੂਜਾ ਸਾਲਾਨਾ ਸ਼ਹੀਦੀ ਸਮਾਗਮ ਮਿਤੀ 17 ਸਤੰਬਰ ਦਿਨ ਬੁੱਧਵਾਰ ਨੂੰ ਪਿੰਡ ਪੰਜੋਲਾ ਵਿਖੇ ਕਰਵਾਇਆ ਜਾ ਰਿਹਾ ਹੈ। xyxy=(1128,1215,1246,1300)
barsi-body-col2: ਤਰਨਤਾਰਨ,15 ਸਤੰਬਰ (ਰਣਜੀਤ ਸਿੰਘ)- ਸ੍ਰੀ ਮਾਨ ਸੰਤ ਬਾਬਾ ਮੰਗਲ ਸਿੰਘ ਜੀ ਜਤਲਾਣੀ ਸਾਹਿਬ ਵਾਲਿਆਂ ਦੇ 24ਵੇਂ ਸਲਾਨਾ ਬਰਸੀ ਸਮਾਗਮ 26 ਸਤੰਬਰ ਦਿਨ ਸ਼ੁੱਕਰਵਾਰ ਨੂੰ ਗੁਰਦੁਆਰਾ ਜਤਲਾਣੀ ਸਾਹਿਬ ਵਿਖੇ ਸ਼ਰਧਾ ਭਾਵਨਾ ਨਾਲ ਮਨਾਏ ਜਾ ਰਹੇ ਹਨ। xyxy=(161,1350,323,1423)
